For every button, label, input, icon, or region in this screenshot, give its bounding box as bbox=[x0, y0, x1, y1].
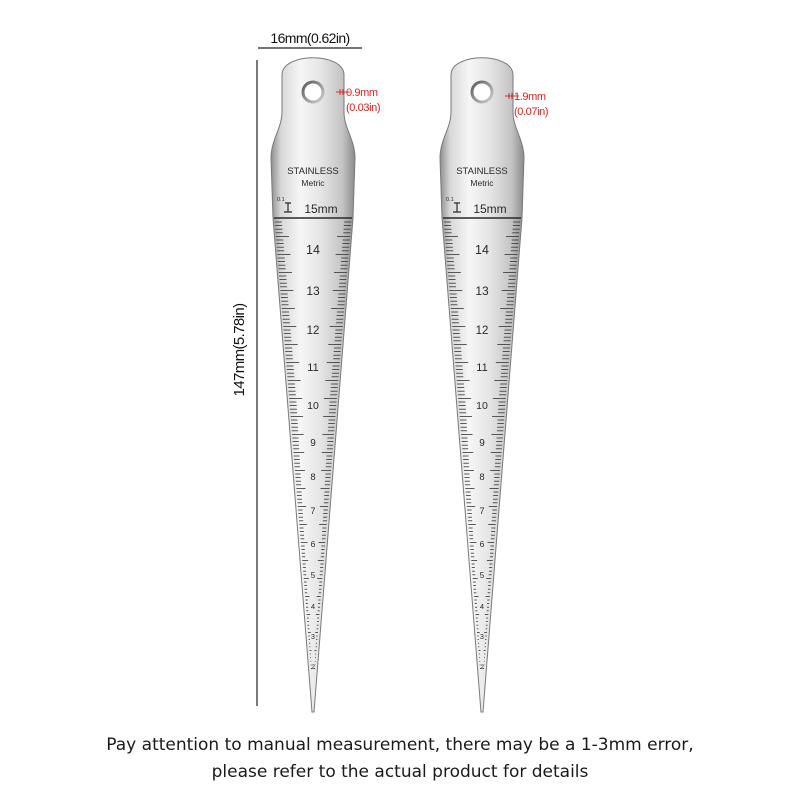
scale-number: 12 bbox=[475, 325, 489, 337]
scale-number: 10 bbox=[476, 400, 488, 412]
scale-number: 14 bbox=[306, 243, 320, 257]
hole-size-mm-label: 0.9mm bbox=[346, 87, 378, 99]
caption-line-1: Pay attention to manual measurement, there may be a 1-3mm error, bbox=[106, 735, 694, 755]
scale-number: 13 bbox=[306, 284, 320, 298]
scale-number: 6 bbox=[310, 539, 316, 549]
scale-number: 9 bbox=[479, 438, 485, 449]
gauge-body bbox=[271, 58, 355, 712]
scale-number: 14 bbox=[475, 243, 489, 257]
scale-number: 7 bbox=[479, 506, 485, 516]
scale-number: 3 bbox=[311, 634, 315, 641]
scale-number: 5 bbox=[310, 571, 316, 580]
caption-line-2: please refer to the actual product for details bbox=[211, 762, 589, 782]
resolution-mark-label: 0.1 bbox=[446, 197, 454, 203]
scale-number: 5 bbox=[479, 571, 485, 580]
scale-number: 8 bbox=[310, 472, 316, 483]
hanging-hole bbox=[303, 82, 323, 102]
length-dimension bbox=[231, 60, 257, 706]
top-scale-label: 15mm bbox=[473, 202, 507, 216]
hole-size-mm-label: 1.9mm bbox=[514, 91, 546, 103]
brand-metric-label: Metric bbox=[301, 178, 325, 188]
hole-size-in-label: (0.03in) bbox=[346, 102, 381, 114]
brand-metric-label: Metric bbox=[470, 178, 494, 188]
caption bbox=[0, 732, 800, 786]
scale-number: 6 bbox=[479, 539, 485, 549]
top-scale-label: 15mm bbox=[304, 202, 338, 216]
scale-number: 11 bbox=[476, 362, 488, 374]
scale-number: 8 bbox=[479, 472, 485, 483]
hole-size-in-label: (0.07in) bbox=[514, 106, 549, 118]
scale-number: 11 bbox=[307, 362, 319, 374]
width-dimension-label: 16mm(0.62in) bbox=[270, 30, 350, 46]
scale-number: 13 bbox=[475, 284, 489, 298]
scale-number: 10 bbox=[307, 400, 319, 412]
hanging-hole bbox=[472, 82, 492, 102]
scale-number: 2 bbox=[480, 664, 484, 671]
scale-number: 3 bbox=[480, 634, 484, 641]
resolution-mark-label: 0.1 bbox=[277, 197, 285, 203]
scale-number: 7 bbox=[310, 506, 316, 516]
taper-gauge-left bbox=[271, 58, 380, 712]
length-dimension-label: 147mm(5.78in) bbox=[231, 303, 248, 397]
width-dimension bbox=[258, 30, 362, 48]
taper-gauge-right bbox=[440, 58, 548, 712]
scale-number: 12 bbox=[306, 325, 320, 337]
scale-number: 9 bbox=[310, 438, 316, 449]
scale-number: 2 bbox=[311, 664, 315, 671]
scale-number: 4 bbox=[479, 602, 485, 611]
scale-number: 4 bbox=[310, 602, 316, 611]
brand-stainless-label: STAINLESS bbox=[456, 166, 508, 177]
brand-stainless-label: STAINLESS bbox=[287, 166, 339, 177]
gauge-body bbox=[440, 58, 524, 712]
